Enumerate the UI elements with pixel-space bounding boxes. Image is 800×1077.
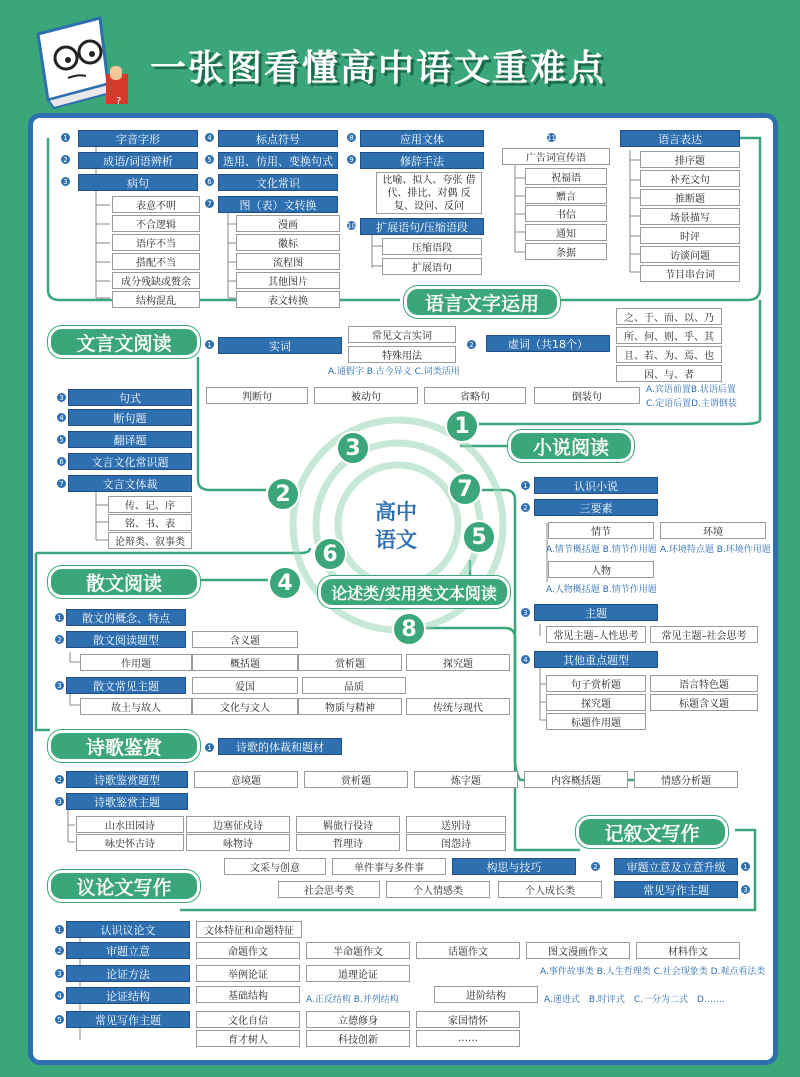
shici-item-1: 常见文言实词: [348, 326, 456, 343]
bing-item-5: 成分残缺或赘余: [112, 272, 200, 289]
xuci-item-1: 之、于、而、以、乃: [616, 308, 722, 325]
jian-item-1: 意境题: [194, 771, 298, 788]
node-zi-yin-zi-xing[interactable]: 字音字形: [78, 130, 198, 147]
bing-item-1: 表意不明: [112, 196, 200, 213]
xuci-item-4: 因、与、者: [616, 365, 722, 382]
han-yi-ti: 含义题: [192, 631, 298, 648]
badge-s2-3: 3: [56, 392, 67, 403]
qi-item-3: 探究题: [546, 694, 646, 711]
ying-item-3: 赠言: [525, 187, 607, 204]
shi-zhu-item-2: 边塞征戍诗: [186, 816, 290, 833]
yu-item-1: 排序题: [640, 151, 740, 168]
node-wen-yan-chang-shi[interactable]: 文言文化常识题: [68, 453, 192, 470]
node-tu-biao[interactable]: 图（表）文转换: [218, 196, 338, 213]
badge-1: 1: [60, 132, 71, 143]
kuo-item-2: 扩展语句: [382, 258, 482, 275]
node-ju-shi[interactable]: 句式: [68, 389, 192, 406]
circle-3[interactable]: 3: [336, 431, 370, 465]
shi-zhu-item-1: 山水田园诗: [76, 816, 184, 833]
qing-note: A.情节概括题 B.情节作用题: [546, 545, 657, 555]
yi-chang-item-6: ……: [416, 1030, 520, 1047]
san-zhu-item-1: 爱国: [192, 677, 298, 694]
badge-s3-4: 4: [520, 654, 531, 665]
node-shen-ti-li-yi[interactable]: 审题立意及立意升级: [614, 858, 738, 875]
badge-s6-2: 2: [54, 774, 65, 785]
section-title-san-wen[interactable]: 散文阅读: [48, 566, 200, 598]
jian-item-5: 情感分析题: [634, 771, 738, 788]
yi-chang-item-1: 文化自信: [196, 1011, 300, 1028]
badge-s7-1: 1: [740, 861, 751, 872]
yu-item-7: 节目串台词: [640, 265, 740, 282]
san-ti-item-2: 概括题: [192, 654, 298, 671]
badge-3: 3: [60, 176, 71, 187]
node-xu-ci[interactable]: 虚词（共18个）: [486, 335, 610, 352]
badge-s2-6: 6: [56, 456, 67, 467]
shici-note: A.通假字 B.古今异义 C.词类活用: [328, 367, 460, 377]
node-bing-ju[interactable]: 病句: [78, 174, 198, 191]
circle-5[interactable]: 5: [462, 520, 496, 554]
badge-s6-1: 1: [204, 742, 215, 753]
circle-1[interactable]: 1: [445, 409, 479, 443]
node-xiu-ci[interactable]: 修辞手法: [360, 152, 484, 169]
center-line-1: 高中: [375, 500, 417, 524]
shi-zhu-item-4: 送别诗: [406, 816, 506, 833]
renwu-note: A.人物概括题 B.情节作用题: [546, 585, 657, 595]
tu-item-3: 流程图: [236, 253, 340, 270]
badge-s8-1: 1: [54, 924, 65, 935]
badge-s3-3: 3: [520, 607, 531, 618]
jushi-note-2: C.定语后置D.主谓倒装: [646, 399, 737, 409]
bing-item-3: 语序不当: [112, 234, 200, 251]
badge-s2-5: 5: [56, 434, 67, 445]
jie-b: 进阶结构: [434, 986, 538, 1003]
badge-s2-1: 1: [204, 339, 215, 350]
bing-item-6: 结构混乱: [112, 291, 200, 308]
node-san-wen-ti-xing[interactable]: 散文阅读题型: [66, 631, 186, 648]
circle-7[interactable]: 7: [448, 472, 482, 506]
tu-item-5: 表文转换: [236, 291, 340, 308]
ying-item-6: 条据: [525, 243, 607, 260]
badge-2: 2: [60, 154, 71, 165]
node-gou-si[interactable]: 构思与技巧: [452, 858, 576, 875]
badge-7: 7: [204, 198, 215, 209]
center-label: [366, 498, 426, 554]
ji-chang-item-3: 个人成长类: [498, 881, 602, 898]
ji-chang-item-1: 社会思考类: [278, 881, 380, 898]
node-ren-shi-xiao-shuo[interactable]: 认识小说: [534, 477, 658, 494]
badge-s8-3: 3: [54, 968, 65, 979]
section-title-xiao-shuo[interactable]: 小说阅读: [508, 430, 634, 462]
shen-item-2: 半命题作文: [306, 942, 410, 959]
shen-item-1: 命题作文: [196, 942, 300, 959]
node-lun-zheng-jie-gou[interactable]: 论证结构: [66, 987, 190, 1004]
shici-item-2: 特殊用法: [348, 346, 456, 363]
node-qing-jie: 情节: [548, 522, 654, 539]
gou-item-2: 单件事与多件事: [332, 858, 446, 875]
node-shi-ge-jian-shang[interactable]: 诗歌鉴赏题型: [66, 771, 188, 788]
qi-item-1: 句子赏析题: [546, 675, 646, 692]
badge-6: 6: [204, 176, 215, 187]
node-huan-jing: 环境: [660, 522, 766, 539]
badge-s8-2: 2: [54, 945, 65, 956]
jushi-item-1: 判断句: [206, 387, 308, 404]
node-yi-chang-jian[interactable]: 常见写作主题: [66, 1011, 190, 1028]
qi-item-5: 标题作用题: [546, 713, 646, 730]
node-qi-ta[interactable]: 其他重点题型: [534, 651, 658, 668]
node-shi-ge-zhu-ti[interactable]: 诗歌鉴赏主题: [66, 793, 188, 810]
badge-s3-1: 1: [520, 480, 531, 491]
circle-2[interactable]: 2: [266, 477, 300, 511]
huan-note: A.环境特点题 B.环境作用题: [660, 545, 771, 555]
san-zhu-item-5: 物质与精神: [298, 698, 402, 715]
ying-item-5: 通知: [525, 224, 607, 241]
yi-chang-item-3: 家国情怀: [416, 1011, 520, 1028]
badge-9: 9: [346, 154, 357, 165]
node-xuan-yong[interactable]: 选用、仿用、变换句式: [218, 152, 338, 169]
jie-a-note: A.正反结构 B.并列结构: [306, 995, 399, 1005]
badge-s2-7: 7: [56, 478, 67, 489]
shen-item-4: 图文漫画作文: [526, 942, 630, 959]
jushi-note-1: A.宾语前置B.状语后置: [646, 385, 736, 395]
node-shi-ge-ti-cai[interactable]: 诗歌的体裁和题材: [218, 738, 342, 755]
node-biao-dian[interactable]: 标点符号: [218, 130, 338, 147]
san-zhu-item-3: 故土与故人: [80, 698, 192, 715]
yi-chang-item-5: 科技创新: [306, 1030, 410, 1047]
qi-item-2: 语言特色题: [650, 675, 758, 692]
badge-4: 4: [204, 132, 215, 143]
jian-item-3: 炼字题: [414, 771, 518, 788]
yu-item-6: 访谈问题: [640, 246, 740, 263]
node-yi-shen-ti[interactable]: 审题立意: [66, 942, 190, 959]
tu-item-2: 徽标: [236, 234, 340, 251]
badge-s8-4: 4: [54, 990, 65, 1001]
badge-10: 10: [347, 221, 356, 230]
tu-item-4: 其他图片: [236, 272, 340, 289]
node-wen-yan-ti-cai[interactable]: 文言文体裁: [68, 475, 192, 492]
node-ying-yong[interactable]: 应用文体: [360, 130, 484, 147]
section-title-lun-shu[interactable]: 论述类/实用类文本阅读: [318, 576, 510, 608]
yu-item-2: 补充文句: [640, 170, 740, 187]
san-ti-item-1: 作用题: [80, 654, 192, 671]
node-ren-wu: 人物: [548, 561, 654, 578]
page-title: 一张图看懂高中语文重难点: [150, 48, 607, 89]
ying-item-2: 祝福语: [525, 168, 607, 185]
badge-5: 5: [204, 154, 215, 165]
badge-s4-3: 3: [54, 680, 65, 691]
jian-item-2: 赏析题: [304, 771, 408, 788]
svg-text:?: ?: [116, 96, 122, 107]
node-shi-ci[interactable]: 实词: [218, 337, 342, 354]
bing-item-4: 搭配不当: [112, 253, 200, 270]
xuci-item-2: 所、何、则、乎、其: [616, 327, 722, 344]
ren-item: 文体特征和命题特征: [196, 921, 302, 938]
lun-item-2: 道理论证: [306, 965, 410, 982]
node-cheng-yu[interactable]: 成语/词语辨析: [78, 152, 198, 169]
shi-zhu-item-3: 羁旅行役诗: [296, 816, 400, 833]
node-fan-yi[interactable]: 翻译题: [68, 431, 192, 448]
section-title-ji-xu[interactable]: 记叙文写作: [576, 816, 728, 848]
jushi-item-4: 倒装句: [534, 387, 640, 404]
badge-s7-2: 2: [590, 861, 601, 872]
badge-s4-2: 2: [54, 634, 65, 645]
shi-zhu-item-5: 咏史怀古诗: [76, 834, 184, 851]
badge-s7-3: 3: [740, 884, 751, 895]
circle-4[interactable]: 4: [268, 566, 302, 600]
yi-chang-item-2: 立德修身: [306, 1011, 410, 1028]
jie-b-note: A.递进式 B.时评式 C.一分为二式 D.……: [544, 995, 725, 1005]
yu-item-4: 场景描写: [640, 208, 740, 225]
shen-item-5: 材料作文: [636, 942, 740, 959]
badge-s2-4: 4: [56, 412, 67, 423]
node-duan-ju[interactable]: 断句题: [68, 409, 192, 426]
jian-item-4: 内容概括题: [524, 771, 628, 788]
node-yu-yan-biao-da[interactable]: 语言表达: [620, 130, 740, 147]
ti-item-2: 铭、书、表: [108, 514, 192, 531]
yi-chang-item-4: 育才树人: [196, 1030, 300, 1047]
lun-item-1: 举例论证: [196, 965, 300, 982]
center-line-2: 语文: [375, 528, 417, 552]
node-kuo-zhan[interactable]: 扩展语句/压缩语段: [360, 218, 484, 235]
badge-s8-5: 5: [54, 1014, 65, 1025]
node-wen-hua[interactable]: 文化常识: [218, 174, 338, 191]
ti-item-1: 传、记、序: [108, 496, 192, 513]
section-title-yi-lun[interactable]: 议论文写作: [48, 870, 200, 902]
tu-item-1: 漫画: [236, 215, 340, 232]
node-lun-zheng-fang-fa[interactable]: 论证方法: [66, 965, 190, 982]
section-title-shi-ge[interactable]: 诗歌鉴赏: [48, 730, 200, 762]
circle-8[interactable]: 8: [392, 612, 426, 646]
jie-a: 基础结构: [196, 986, 300, 1003]
badge-s6-3: 3: [54, 796, 65, 807]
san-zhu-item-2: 品质: [302, 677, 406, 694]
node-san-yao-su[interactable]: 三要素: [534, 499, 658, 516]
jushi-item-2: 被动句: [314, 387, 418, 404]
node-ji-chang-jian[interactable]: 常见写作主题: [614, 881, 738, 898]
san-ti-item-4: 探究题: [406, 654, 510, 671]
yu-item-3: 推断题: [640, 189, 740, 206]
shi-zhu-item-7: 哲理诗: [296, 834, 400, 851]
badge-s3-2: 2: [520, 502, 531, 513]
ying-item-1: 广告词宣传语: [502, 148, 610, 165]
bing-item-2: 不合逻辑: [112, 215, 200, 232]
shen-item-3: 话题作文: [416, 942, 520, 959]
zhu-item-2: 常见主题–社会思考: [650, 626, 758, 643]
node-san-wen-zhu-ti[interactable]: 散文常见主题: [66, 677, 186, 694]
yu-item-5: 时评: [640, 227, 740, 244]
shen-note: A.事件故事类 B.人生哲理类 C.社会现象类 D.观点看法类: [540, 967, 766, 977]
san-zhu-item-4: 文化与文人: [192, 698, 298, 715]
san-ti-item-3: 赏析题: [298, 654, 402, 671]
badge-s2-2: 2: [466, 339, 477, 350]
badge-s4-1: 1: [54, 612, 65, 623]
san-zhu-item-6: 传统与现代: [406, 698, 510, 715]
node-san-wen-gai-nian[interactable]: 散文的概念、特点: [66, 609, 186, 626]
shi-zhu-item-8: 闺怨诗: [406, 834, 506, 851]
node-ren-shi-yi-lun[interactable]: 认识议论文: [66, 921, 190, 938]
zhu-item-1: 常见主题–人性思考: [546, 626, 646, 643]
circle-6[interactable]: 6: [313, 537, 347, 571]
section-title-yu-yan[interactable]: 语言文字运用: [404, 286, 560, 318]
xuci-item-3: 且、若、为、焉、也: [616, 346, 722, 363]
xiu-items: 比喻、拟人、夸张 借代、排比、对偶 反复、设问、反问: [376, 172, 482, 214]
badge-8: 8: [346, 132, 357, 143]
ti-item-3: 论辩类、叙事类: [108, 532, 192, 549]
badge-11: 11: [547, 133, 556, 142]
shi-zhu-item-6: 咏物诗: [186, 834, 290, 851]
kuo-item-1: 压缩语段: [382, 238, 482, 255]
ji-chang-item-2: 个人情感类: [386, 881, 490, 898]
ying-item-4: 书信: [525, 205, 607, 222]
jushi-item-3: 省略句: [424, 387, 526, 404]
section-title-wen-yan[interactable]: 文言文阅读: [48, 326, 200, 358]
gou-item-1: 文采与创意: [224, 858, 326, 875]
node-zhu-ti[interactable]: 主题: [534, 604, 658, 621]
qi-item-4: 标题含义题: [650, 694, 758, 711]
